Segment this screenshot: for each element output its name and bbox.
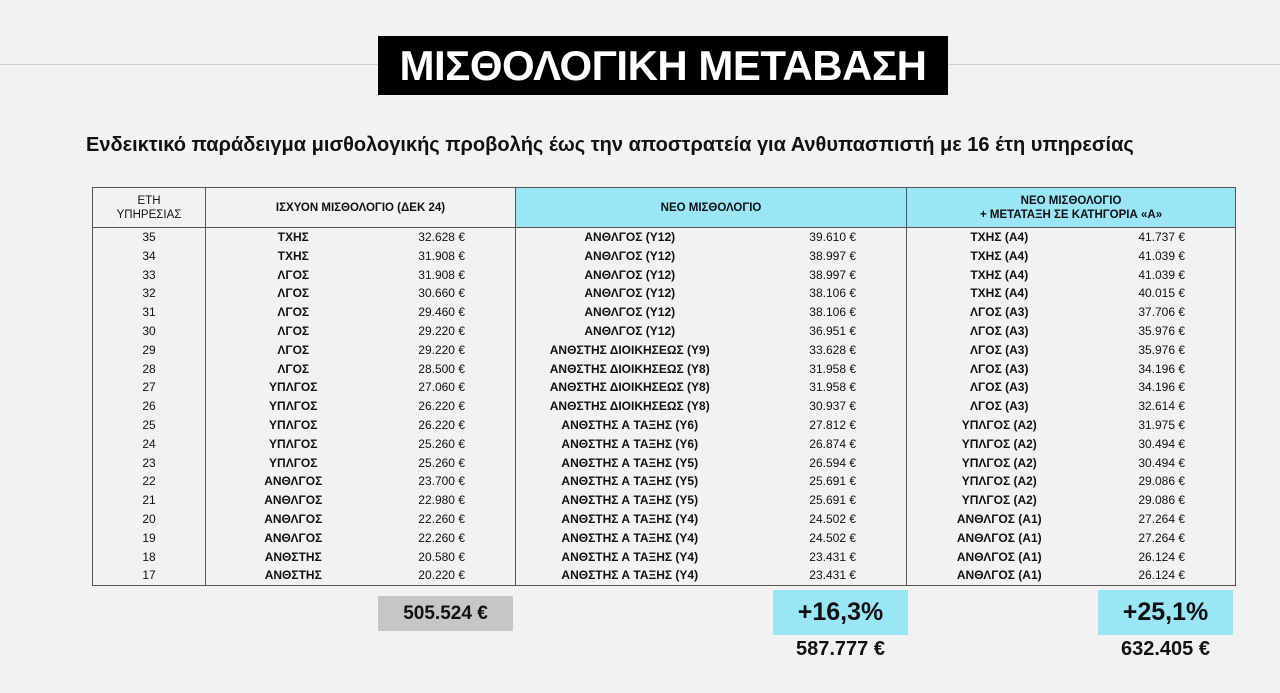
cell-current-amount: 20.580 €	[381, 548, 516, 567]
table-row	[93, 529, 1236, 548]
cell-current-amount: 28.500 €	[381, 360, 516, 379]
cell-current-rank: ΑΝΘΛΓΟΣ	[264, 474, 323, 489]
cell-transfer-rank: ΥΠΛΓΟΣ (Α2)	[961, 474, 1037, 489]
cell-transfer-amount: 31.975 €	[1092, 416, 1236, 435]
total-current: 505.524 €	[378, 596, 513, 631]
cell-transfer-rank: ΤΧΗΣ (Α4)	[970, 267, 1029, 282]
header-years-line2: ΥΠΗΡΕΣΙΑΣ	[116, 208, 182, 221]
table-row	[93, 360, 1236, 379]
cell-transfer-amount: 37.706 €	[1092, 303, 1236, 322]
cell-current-rank: ΤΧΗΣ	[277, 230, 309, 244]
cell-years: 25	[93, 416, 206, 435]
cell-transfer-amount: 35.976 €	[1092, 322, 1236, 341]
table-row	[93, 322, 1236, 341]
cell-current-amount: 29.220 €	[381, 341, 516, 360]
table-row	[93, 416, 1236, 435]
cell-transfer-rank: ΤΧΗΣ (Α4)	[970, 286, 1029, 301]
table-row	[93, 247, 1236, 266]
cell-new-amount: 25.691 €	[744, 491, 907, 510]
cell-current-amount: 22.260 €	[381, 529, 516, 548]
cell-years: 28	[93, 360, 206, 379]
header-new-transfer-line2: + ΜΕΤΑΤΑΞΗ ΣΕ ΚΑΤΗΓΟΡΙΑ «Α»	[979, 208, 1163, 221]
total-transfer: 632.405 €	[1121, 638, 1210, 660]
cell-new-amount: 27.812 €	[744, 416, 907, 435]
cell-new-amount: 26.874 €	[744, 435, 907, 454]
table-row	[93, 303, 1236, 322]
table-row	[93, 435, 1236, 454]
cell-new-rank: ΑΝΘΣΤΗΣ Α ΤΑΞΗΣ (Υ6)	[561, 417, 699, 432]
cell-current-amount: 26.220 €	[381, 416, 516, 435]
cell-transfer-amount: 41.039 €	[1092, 266, 1236, 285]
cell-new-amount: 23.431 €	[744, 566, 907, 585]
cell-new-amount: 33.628 €	[744, 341, 907, 360]
cell-transfer-amount: 41.039 €	[1092, 247, 1236, 266]
cell-transfer-rank: ΑΝΘΛΓΟΣ (Α1)	[956, 549, 1042, 564]
cell-years: 22	[93, 472, 206, 491]
table-row	[93, 548, 1236, 567]
cell-new-amount: 26.594 €	[744, 454, 907, 473]
cell-years: 35	[93, 228, 206, 247]
cell-transfer-rank: ΛΓΟΣ (Α3)	[970, 323, 1029, 338]
pct-transfer: +25,1%	[1098, 590, 1233, 635]
cell-years: 19	[93, 529, 206, 548]
cell-current-amount: 29.460 €	[381, 303, 516, 322]
cell-transfer-amount: 27.264 €	[1092, 510, 1236, 529]
pct-new: +16,3%	[773, 590, 908, 635]
cell-current-rank: ΥΠΛΓΟΣ	[269, 380, 318, 395]
cell-transfer-rank: ΥΠΛΓΟΣ (Α2)	[961, 493, 1037, 508]
cell-years: 18	[93, 548, 206, 567]
cell-transfer-amount: 40.015 €	[1092, 284, 1236, 303]
cell-current-amount: 25.260 €	[381, 435, 516, 454]
header-years-line1: ΕΤΗ	[137, 194, 161, 207]
cell-new-rank: ΑΝΘΛΓΟΣ (Υ12)	[584, 323, 676, 338]
table-row	[93, 510, 1236, 529]
cell-years: 34	[93, 247, 206, 266]
cell-new-rank: ΑΝΘΣΤΗΣ Α ΤΑΞΗΣ (Υ5)	[561, 493, 699, 508]
header-years	[93, 188, 206, 228]
cell-transfer-amount: 27.264 €	[1092, 529, 1236, 548]
cell-new-rank: ΑΝΘΣΤΗΣ Α ΤΑΞΗΣ (Υ4)	[561, 549, 699, 564]
cell-transfer-rank: ΛΓΟΣ (Α3)	[970, 380, 1029, 395]
cell-new-amount: 31.958 €	[744, 360, 907, 379]
cell-new-rank: ΑΝΘΛΓΟΣ (Υ12)	[584, 286, 676, 301]
cell-transfer-rank: ΑΝΘΛΓΟΣ (Α1)	[907, 566, 1092, 585]
header-new: ΝΕΟ ΜΙΣΘΟΛΟΓΙΟ	[516, 188, 907, 228]
cell-current-amount: 22.260 €	[381, 510, 516, 529]
cell-transfer-rank: ΑΝΘΛΓΟΣ (Α1)	[956, 530, 1042, 545]
cell-current-amount: 32.628 €	[381, 228, 516, 247]
cell-years: 21	[93, 491, 206, 510]
cell-transfer-rank: ΤΧΗΣ (Α4)	[970, 230, 1029, 244]
cell-years: 32	[93, 284, 206, 303]
cell-new-rank: ΑΝΘΣΤΗΣ ΔΙΟΙΚΗΣΕΩΣ (Υ8)	[549, 399, 710, 414]
cell-new-rank: ΑΝΘΣΤΗΣ Α ΤΑΞΗΣ (Υ4)	[516, 566, 744, 585]
cell-transfer-amount: 29.086 €	[1092, 491, 1236, 510]
cell-current-amount: 20.220 €	[381, 566, 516, 585]
cell-transfer-rank: ΥΠΛΓΟΣ (Α2)	[961, 417, 1037, 432]
cell-years: 24	[93, 435, 206, 454]
cell-transfer-rank: ΑΝΘΛΓΟΣ (Α1)	[956, 511, 1042, 526]
cell-current-amount: 22.980 €	[381, 491, 516, 510]
cell-transfer-rank: ΥΠΛΓΟΣ (Α2)	[961, 436, 1037, 451]
table-row	[93, 491, 1236, 510]
cell-current-rank: ΛΓΟΣ	[277, 305, 310, 320]
page-subtitle: Ενδεικτικό παράδειγμα μισθολογικής προβολής έως την αποστρατεία για Ανθυπασπιστή με 16 έτη υπηρεσίας	[86, 134, 1134, 156]
table-row	[93, 266, 1236, 285]
cell-current-rank: ΑΝΘΣΤΗΣ	[206, 566, 381, 585]
cell-years: 27	[93, 378, 206, 397]
cell-new-amount: 31.958 €	[744, 378, 907, 397]
cell-current-rank: ΥΠΛΓΟΣ	[269, 399, 318, 414]
cell-new-rank: ΑΝΘΛΓΟΣ (Υ12)	[584, 305, 676, 320]
cell-transfer-amount: 29.086 €	[1092, 472, 1236, 491]
cell-current-rank: ΑΝΘΛΓΟΣ	[264, 511, 323, 526]
cell-transfer-rank: ΛΓΟΣ (Α3)	[970, 399, 1029, 414]
cell-new-rank: ΑΝΘΛΓΟΣ (Υ12)	[584, 248, 676, 263]
cell-current-amount: 30.660 €	[381, 284, 516, 303]
cell-years: 29	[93, 341, 206, 360]
table-header-row	[93, 188, 1236, 228]
cell-transfer-amount: 30.494 €	[1092, 435, 1236, 454]
cell-current-rank: ΥΠΛΓΟΣ	[269, 417, 318, 432]
header-new-transfer	[907, 188, 1236, 228]
cell-new-rank: ΑΝΘΣΤΗΣ Α ΤΑΞΗΣ (Υ4)	[561, 511, 699, 526]
cell-transfer-amount: 26.124 €	[1092, 566, 1236, 585]
table-row	[93, 228, 1236, 247]
cell-new-amount: 38.106 €	[744, 284, 907, 303]
table-row	[93, 566, 1236, 585]
cell-transfer-amount: 34.196 €	[1092, 378, 1236, 397]
cell-current-amount: 27.060 €	[381, 378, 516, 397]
cell-new-rank: ΑΝΘΣΤΗΣ Α ΤΑΞΗΣ (Υ6)	[561, 436, 699, 451]
cell-new-rank: ΑΝΘΣΤΗΣ Α ΤΑΞΗΣ (Υ4)	[561, 530, 699, 545]
cell-transfer-rank: ΛΓΟΣ (Α3)	[970, 361, 1029, 376]
cell-new-amount: 36.951 €	[744, 322, 907, 341]
cell-current-rank: ΛΓΟΣ	[277, 267, 310, 282]
cell-current-amount: 23.700 €	[381, 472, 516, 491]
table-row	[93, 378, 1236, 397]
header-new-transfer-line1: ΝΕΟ ΜΙΣΘΟΛΟΓΙΟ	[1020, 194, 1122, 207]
cell-transfer-rank: ΛΓΟΣ (Α3)	[970, 305, 1029, 320]
cell-new-rank: ΑΝΘΛΓΟΣ (Υ12)	[584, 230, 676, 244]
header-current: ΙΣΧΥΟΝ ΜΙΣΘΟΛΟΓΙΟ (ΔΕΚ 24)	[206, 188, 516, 228]
cell-transfer-rank: ΥΠΛΓΟΣ (Α2)	[961, 455, 1037, 470]
cell-years: 20	[93, 510, 206, 529]
cell-current-rank: ΑΝΘΛΓΟΣ	[264, 530, 323, 545]
cell-new-rank: ΑΝΘΣΤΗΣ Α ΤΑΞΗΣ (Υ5)	[561, 474, 699, 489]
cell-current-rank: ΛΓΟΣ	[277, 323, 310, 338]
cell-transfer-amount: 41.737 €	[1092, 228, 1236, 247]
cell-current-rank: ΤΧΗΣ	[277, 248, 309, 263]
table-row	[93, 341, 1236, 360]
table-row	[93, 284, 1236, 303]
cell-new-amount: 30.937 €	[744, 397, 907, 416]
cell-new-amount: 38.997 €	[744, 266, 907, 285]
cell-years: 30	[93, 322, 206, 341]
cell-current-rank: ΛΓΟΣ	[277, 286, 310, 301]
cell-current-amount: 26.220 €	[381, 397, 516, 416]
cell-current-rank: ΛΓΟΣ	[277, 361, 310, 376]
cell-new-rank: ΑΝΘΣΤΗΣ ΔΙΟΙΚΗΣΕΩΣ (Υ8)	[549, 361, 710, 376]
page-title: ΜΙΣΘΟΛΟΓΙΚΗ ΜΕΤΑΒΑΣΗ	[378, 36, 948, 95]
cell-years: 26	[93, 397, 206, 416]
total-new: 587.777 €	[796, 638, 885, 660]
cell-transfer-amount: 34.196 €	[1092, 360, 1236, 379]
cell-current-amount: 31.908 €	[381, 266, 516, 285]
cell-new-rank: ΑΝΘΣΤΗΣ ΔΙΟΙΚΗΣΕΩΣ (Υ9)	[549, 342, 710, 357]
cell-transfer-amount: 26.124 €	[1092, 548, 1236, 567]
cell-current-rank: ΥΠΛΓΟΣ	[269, 455, 318, 470]
table-row	[93, 397, 1236, 416]
cell-current-amount: 25.260 €	[381, 454, 516, 473]
cell-years: 31	[93, 303, 206, 322]
cell-new-amount: 23.431 €	[744, 548, 907, 567]
cell-current-amount: 29.220 €	[381, 322, 516, 341]
cell-new-amount: 25.691 €	[744, 472, 907, 491]
cell-transfer-rank: ΤΧΗΣ (Α4)	[970, 248, 1029, 263]
cell-current-rank: ΑΝΘΛΓΟΣ	[264, 493, 323, 508]
cell-new-amount: 24.502 €	[744, 510, 907, 529]
cell-current-rank: ΛΓΟΣ	[277, 342, 310, 357]
cell-new-rank: ΑΝΘΛΓΟΣ (Υ12)	[584, 267, 676, 282]
cell-new-amount: 38.106 €	[744, 303, 907, 322]
cell-new-amount: 38.997 €	[744, 247, 907, 266]
table-row	[93, 454, 1236, 473]
cell-transfer-amount: 35.976 €	[1092, 341, 1236, 360]
table-row	[93, 472, 1236, 491]
cell-years: 23	[93, 454, 206, 473]
cell-new-amount: 24.502 €	[744, 529, 907, 548]
cell-transfer-amount: 30.494 €	[1092, 454, 1236, 473]
cell-current-rank: ΥΠΛΓΟΣ	[269, 436, 318, 451]
cell-years: 17	[93, 566, 206, 585]
salary-table	[92, 187, 1236, 586]
cell-new-rank: ΑΝΘΣΤΗΣ ΔΙΟΙΚΗΣΕΩΣ (Υ8)	[549, 380, 710, 395]
cell-current-amount: 31.908 €	[381, 247, 516, 266]
cell-transfer-rank: ΛΓΟΣ (Α3)	[970, 342, 1029, 357]
cell-years: 33	[93, 266, 206, 285]
cell-current-rank: ΑΝΘΣΤΗΣ	[264, 549, 322, 564]
cell-new-rank: ΑΝΘΣΤΗΣ Α ΤΑΞΗΣ (Υ5)	[561, 455, 699, 470]
cell-transfer-amount: 32.614 €	[1092, 397, 1236, 416]
cell-new-amount: 39.610 €	[744, 228, 907, 247]
